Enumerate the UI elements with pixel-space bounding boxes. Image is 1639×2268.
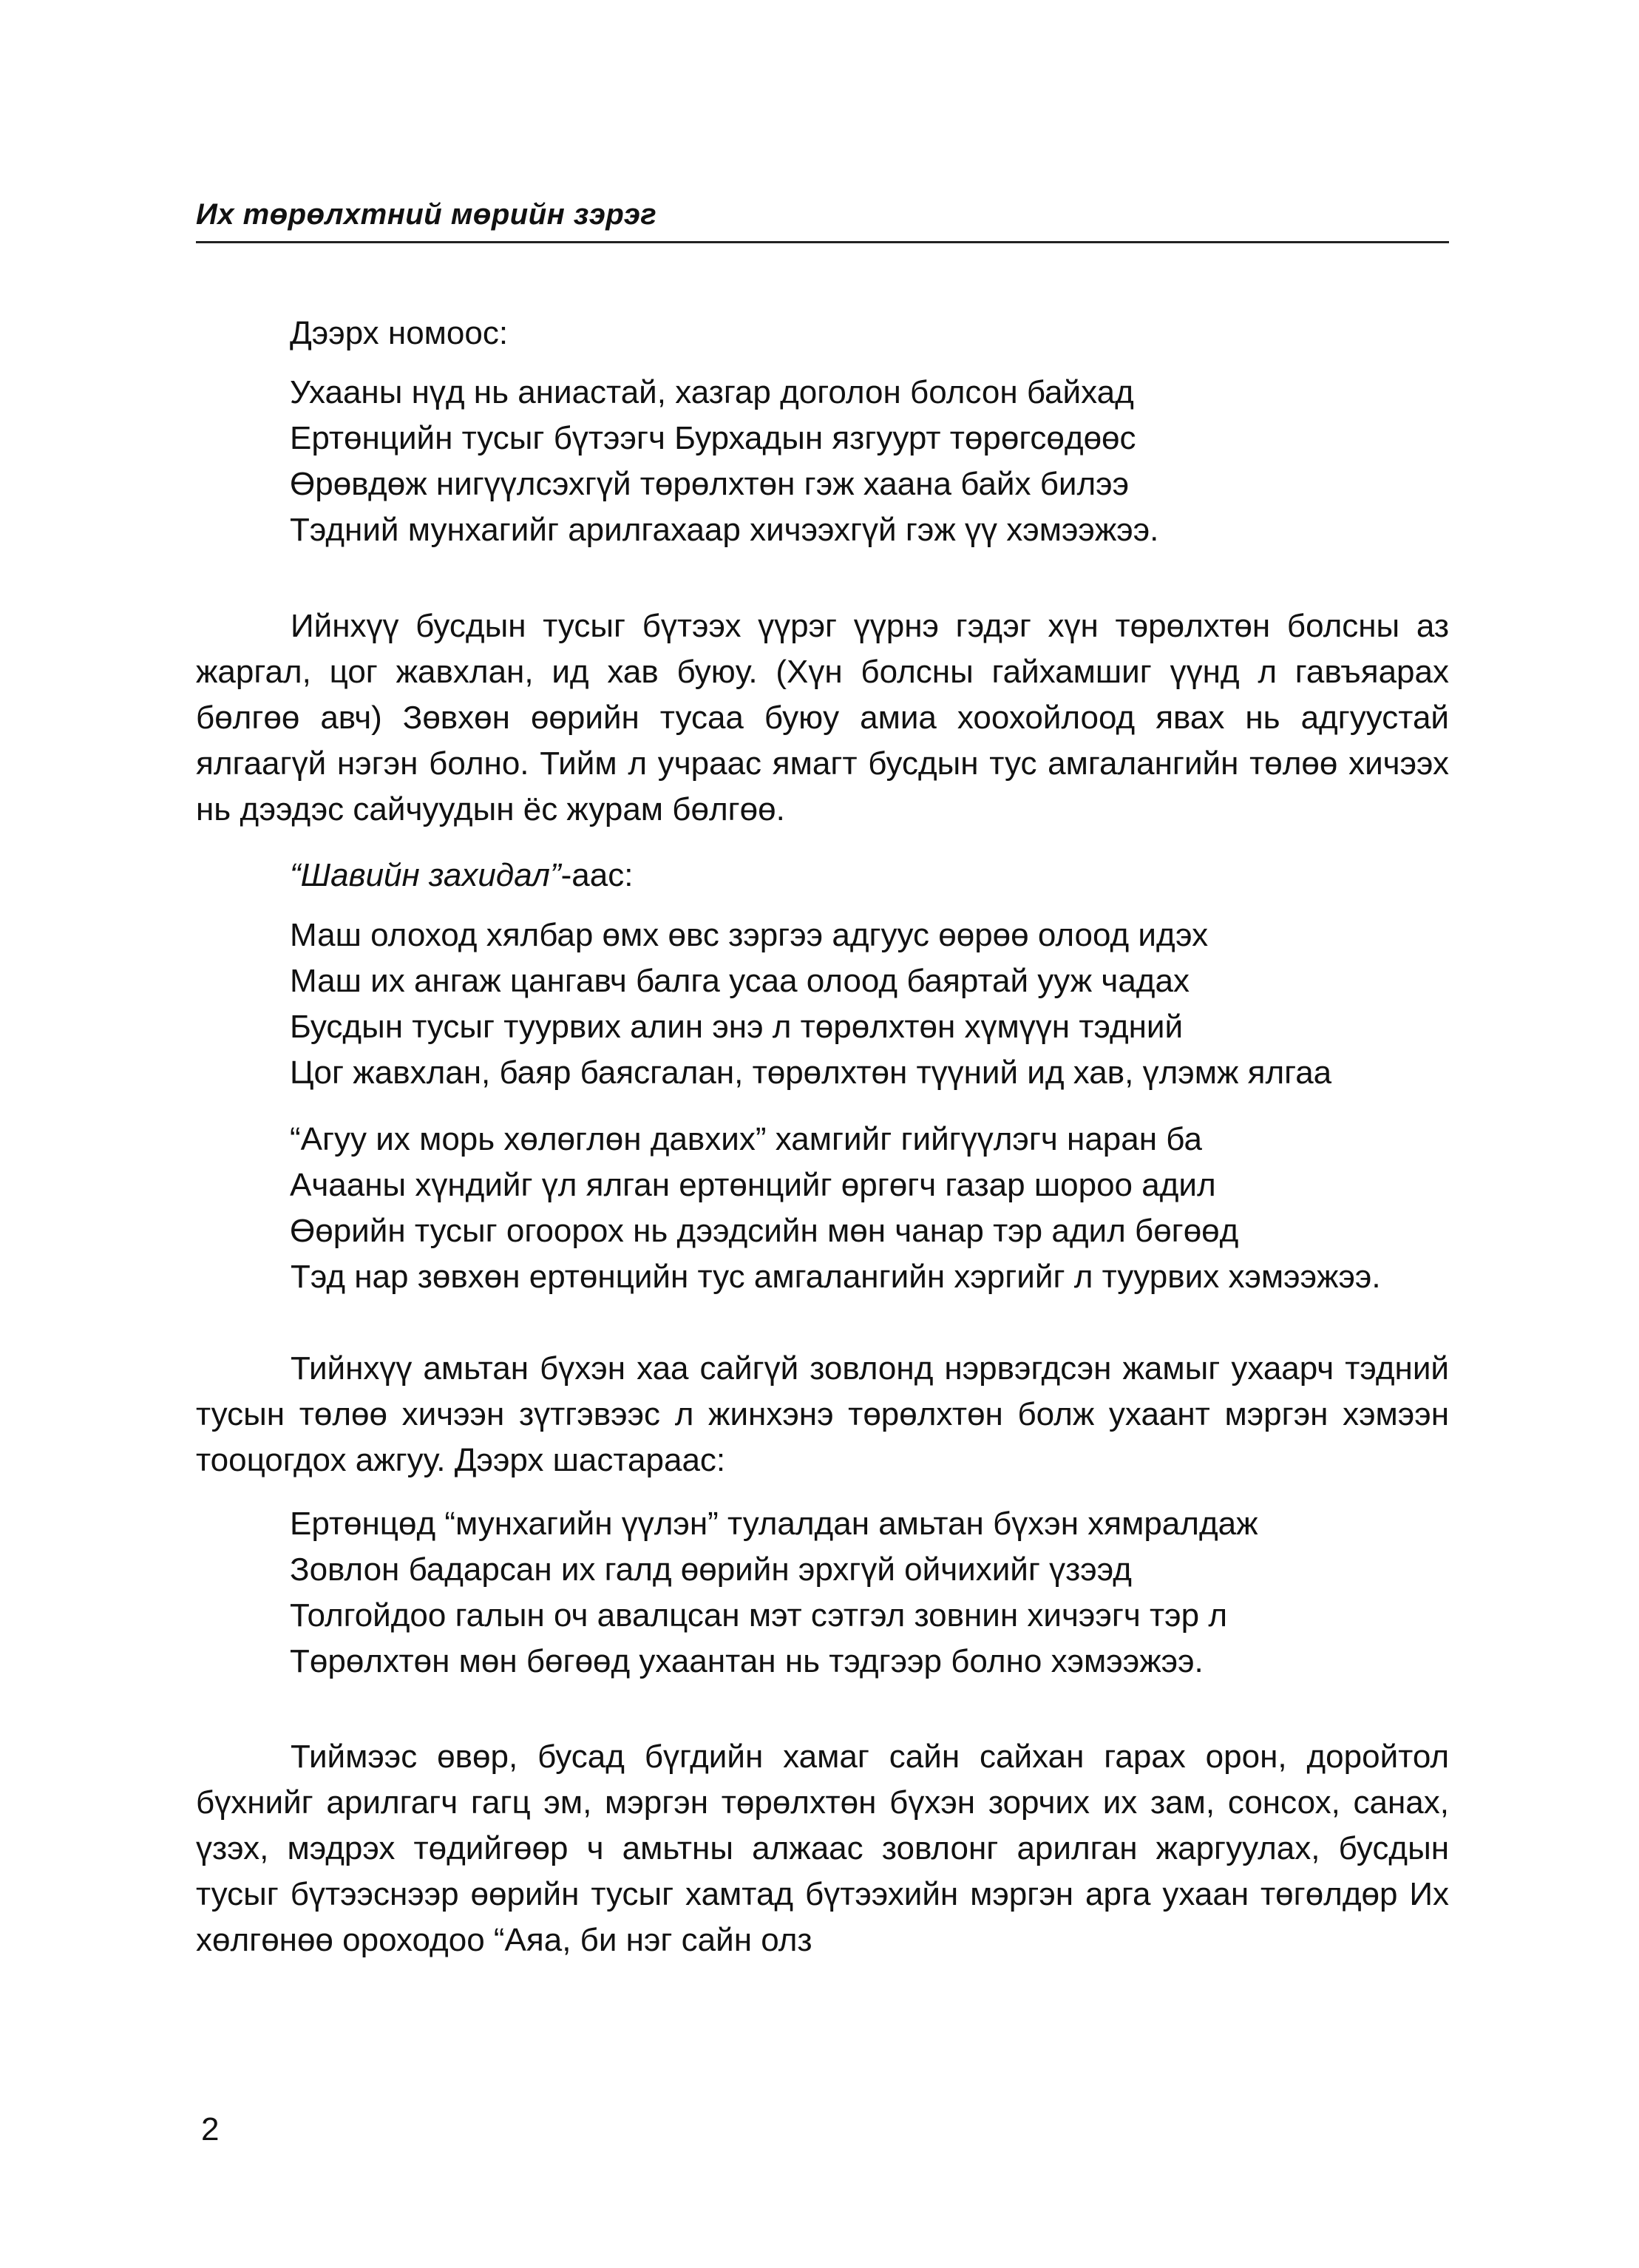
paragraph-1: Ийнхүү бусдын тусыг бүтээх үүрэг үүрнэ гэдэг хүн төрөлхтөн болсны аз жаргал, цог жавхлан, ид хав буюу. (Хүн болсны гайхамшиг үүнд л гавъяарах бөлгөө авч) Зөвхөн өөрийн тусаа буюу амиа хоохойлоод явах нь адгуустай ялгаагүй нэгэн болно. Тийм л учраас ямагт бусдын тус амгалангийн төлөө хичээх нь дээдэс сайчуудын ёс журам бөлгөө. [196,608,1449,827]
verse-line: Ухааны нүд нь аниастай, хазгар доголон болсон байхад [290,374,1134,410]
verse-line: Маш их ангаж цангавч балга усаа олоод баяртай ууж чадах [290,963,1190,999]
verse-line: Ачааны хүндийг үл ялган ертөнцийг өргөгч газар шороо адил [290,1167,1216,1203]
intro-text: Дээрх номоос: [290,315,509,351]
paragraph-2: Тэд нар зөвхөн ертөнцийн тус амгалангийн хэргийг л туурвих хэмээжээ. [291,1259,1381,1295]
paragraph-4: Тиймээс өвөр, бусад бүгдийн хамаг сайн сайхан гарах орон, доройтол бүхнийг арилгагч гагц эм, мэргэн төрөлхтөн бүхэн зорчих их зам, сонсох, санах, үзэх, мэдрэх төдийгөөр ч амьтны алжаас зовлонг арилган жаргуулах, бусдын тусыг бүтээснээр өөрийн тусыг хамтад бүтээхийн мэргэн арга ухаан төгөлдөр Их хөлгөнөө ороходоо “Аяа, би нэг сайн олз [196,1739,1449,1958]
verse-line: Өөрийн тусыг огоорох нь дээдсийн мөн чанар тэр адил бөгөөд [290,1213,1239,1249]
verse-line: Толгойдоо галын оч авалцсан мэт сэтгэл зовнин хичээгч тэр л [290,1597,1227,1634]
verse-line: Тэдний мунхагийг арилгахаар хичээхгүй гэж үү хэмээжээ. [290,512,1159,548]
source-title: “Шавийн захидал” [290,857,561,893]
verse-line: Маш олоход хялбар өмх өвс зэргээ адгуус өөрөө олоод идэх [290,917,1209,953]
verse-line: Бусдын тусыг туурвих алин энэ л төрөлхтөн хүмүүн тэдний [290,1009,1184,1045]
paragraph-3: Тийнхүү амьтан бүхэн хаа сайгүй зовлонд нэрвэгдсэн жамыг ухаарч тэдний тусын төлөө хичээн зүтгэвээс л жинхэнэ төрөлхтөн болж ухаант мэргэн хэмээн тооцогдох ажгуу. Дээрх шастараас: [196,1350,1449,1478]
source-suffix: -аас: [560,857,634,893]
verse-line: Өрөвдөж нигүүлсэхгүй төрөлхтөн гэж хаана байх билээ [290,466,1130,502]
verse-line: Цог жавхлан, баяр баясгалан, төрөлхтөн түүний ид хав, үлэмж ялгаа [290,1055,1332,1091]
running-header: Их төрөлхтний мөрийн зэрэг [196,198,657,231]
header-rule [196,241,1449,243]
verse-line: Төрөлхтөн мөн бөгөөд ухаантан нь тэдгээр болно хэмээжээ. [290,1643,1204,1679]
verse-line: Ертөнцийн тусыг бүтээгч Бурхадын язгуурт төрөгсөдөөс [290,420,1136,456]
verse-line: Ертөнцөд “мунхагийн үүлэн” тулалдан амьтан бүхэн хямралдаж [290,1506,1258,1542]
verse-line: Зовлон бадарсан их галд өөрийн эрхгүй ойчихийг үзээд [290,1551,1132,1588]
verse-line: “Агуу их морь хөлөглөн давхих” хамгийг гийгүүлэгч наран ба [290,1121,1202,1157]
page-number: 2 [201,2111,220,2147]
